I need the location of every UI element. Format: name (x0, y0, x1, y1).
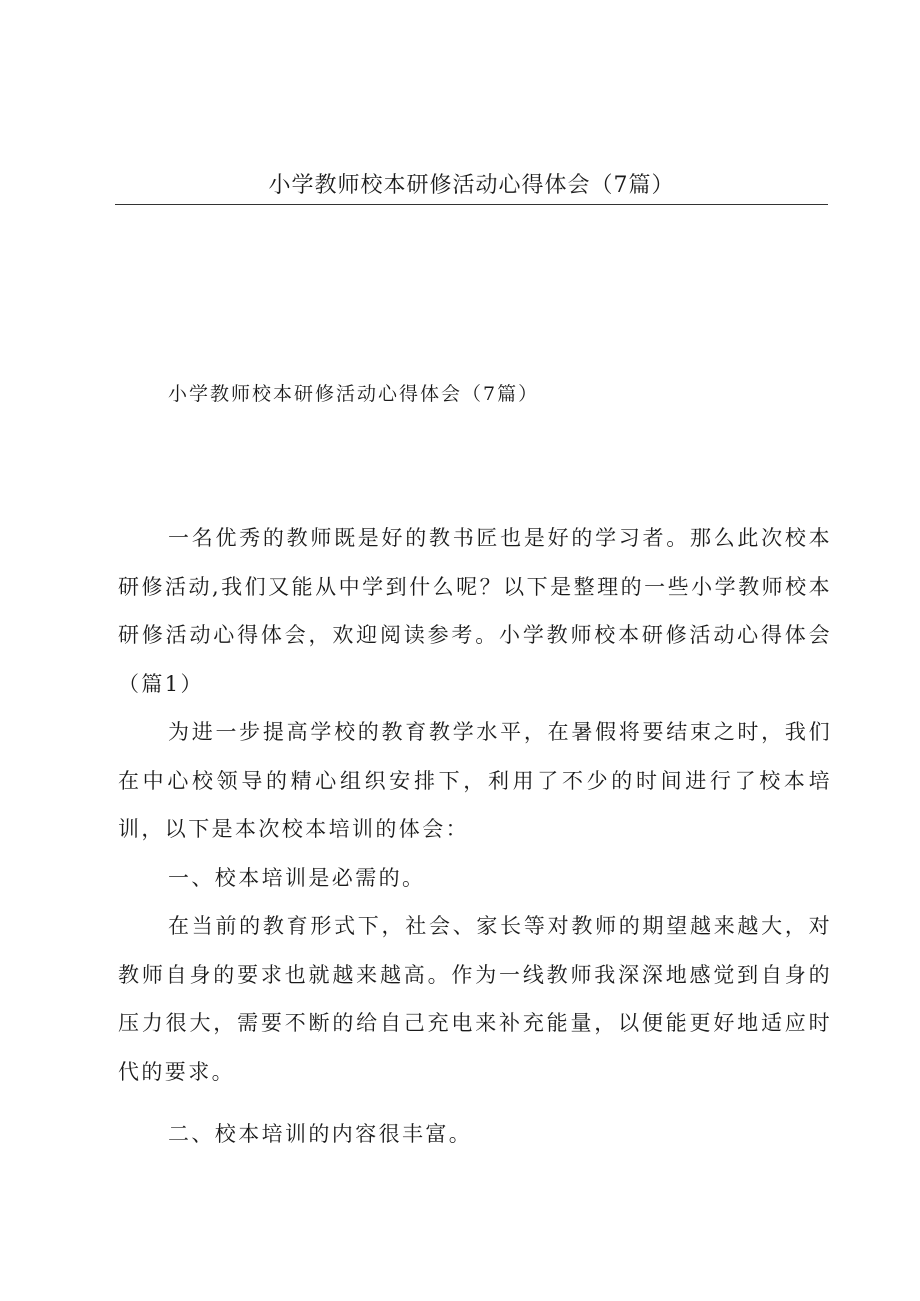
document-body (118, 514, 832, 1159)
document-title: 小学教师校本研修活动心得体会（7篇） (168, 383, 540, 405)
section-heading-2: 二、校本培训的内容很丰富。 (168, 1122, 473, 1146)
page-header-title: 小学教师校本研修活动心得体会（7篇） (268, 173, 675, 198)
paragraph-section-1: 在当前的教育形式下，社会、家长等对教师的期望越来越大，对教师自身的要求也就越来越高。作为一线教师我深深地感觉到自身的压力很大，需要不断的给自己充电来补充能量，以便能更好地适应时代的要求。 (118, 914, 832, 1084)
paragraph-intro: 一名优秀的教师既是好的教书匠也是好的学习者。那么此次校本研修活动,我们又能从中学到什么呢？以下是整理的一些小学教师校本研修活动心得体会，欢迎阅读参考。小学教师校本研修活动心得体会（篇1） (118, 526, 832, 696)
header-divider (115, 204, 828, 205)
section-heading-1: 一、校本培训是必需的。 (168, 865, 426, 890)
paragraph-background: 为进一步提高学校的教育教学水平，在暑假将要结束之时，我们在中心校领导的精心组织安排下，利用了不少的时间进行了校本培训，以下是本次校本培训的体会： (118, 720, 832, 841)
